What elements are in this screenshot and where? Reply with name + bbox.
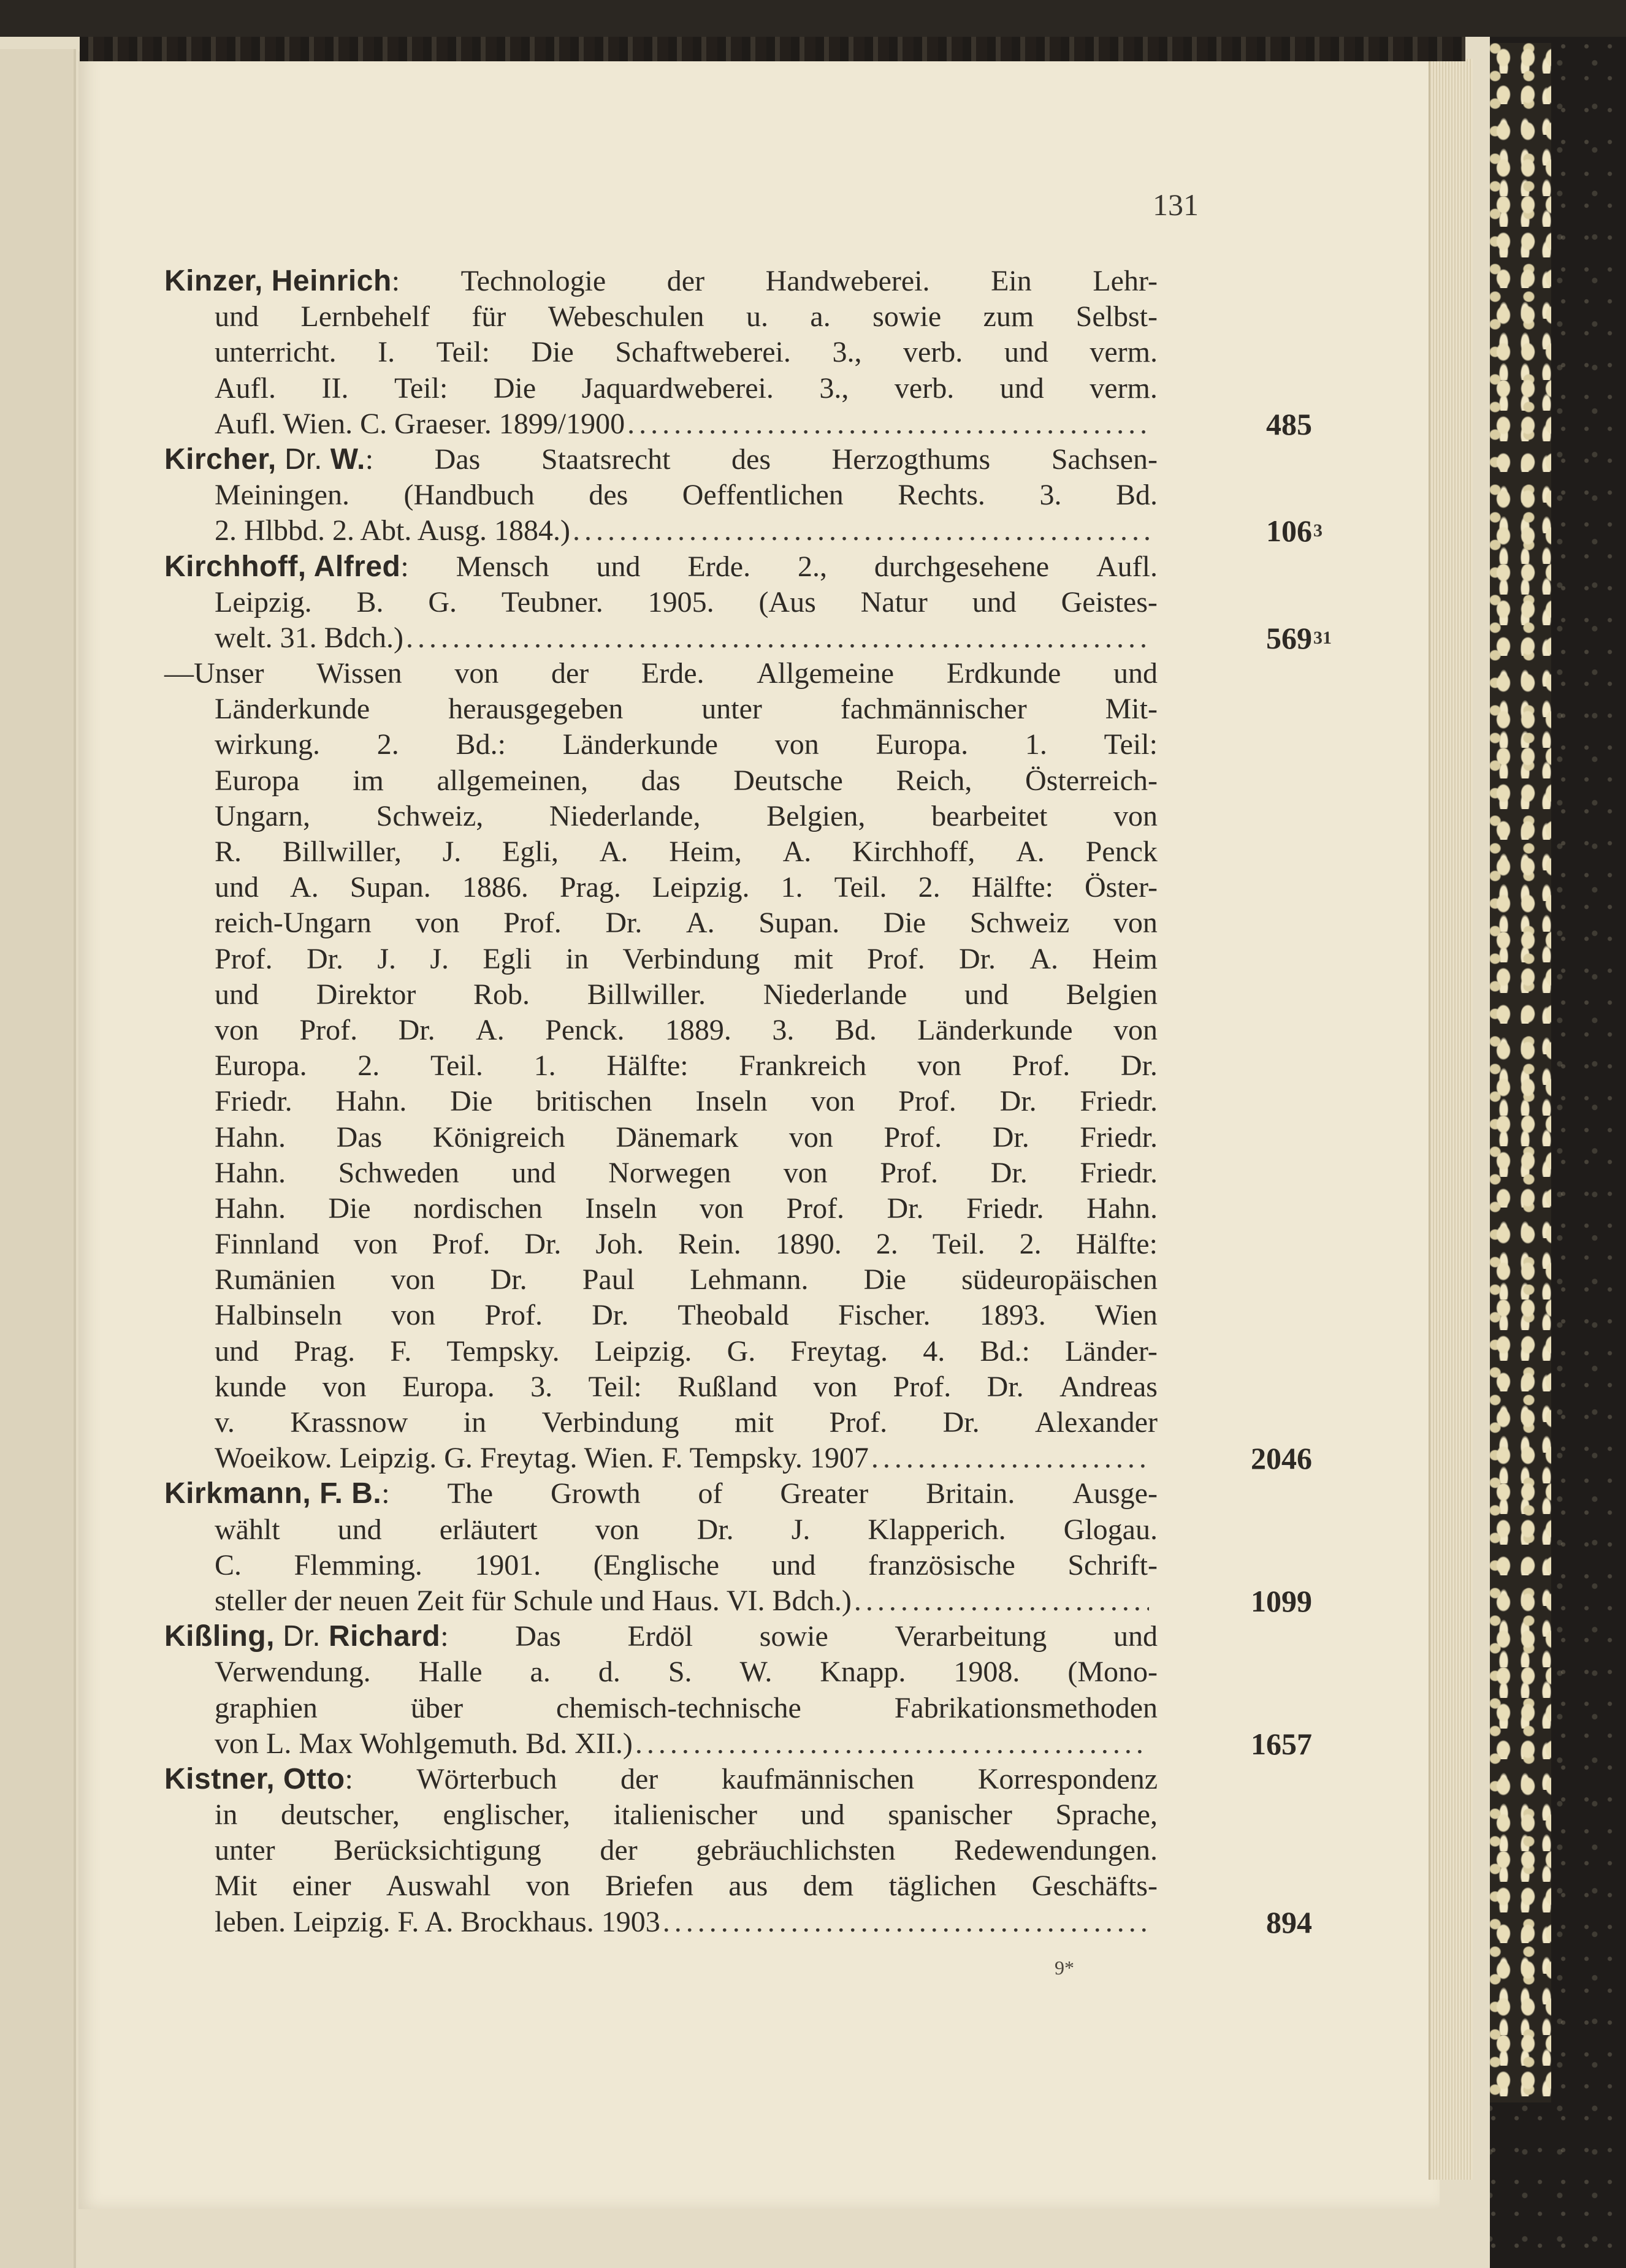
entry-text: und A. Supan. 1886. Prag. Leipzig. 1. Teil. 2. Hälfte: Öster- (215, 871, 1158, 904)
entry-line (164, 299, 1158, 335)
entry-text: unter Berücksichtigung der gebräuchlichsten Redewendungen. (215, 1834, 1158, 1867)
entry-line (164, 1298, 1158, 1333)
entry-text: Friedr. Hahn. Die britischen Inseln von Prof. Dr. Friedr. (215, 1085, 1158, 1118)
entry-text: Aufl. II. Teil: Die Jaquardweberei. 3., verb. und verm. (215, 371, 1158, 405)
entry-line (164, 1868, 1158, 1904)
entry-text: Aufl. Wien. C. Graeser. 1899/1900 (215, 407, 625, 440)
author-title: Dr. (274, 1620, 329, 1653)
entry-text: graphien über chemisch-technische Fabrikationsmethoden (215, 1691, 1158, 1724)
entry-text: R. Billwiller, J. Egli, A. Heim, A. Kirchhoff, A. Penck (215, 835, 1158, 868)
entry-line (164, 1369, 1158, 1405)
author-name: Kirchhoff, Alfred (164, 550, 401, 583)
entry-line (164, 1334, 1158, 1369)
dot-leader (406, 620, 1149, 656)
entry-text: Prof. Dr. J. J. Egli in Verbindung mit Prof. Dr. A. Heim (215, 942, 1158, 975)
entry-line (164, 1691, 1158, 1726)
author-name: Kißling, (164, 1620, 275, 1653)
entry-text: Europa. 2. Teil. 1. Hälfte: Frankreich von Prof. Dr. (215, 1049, 1158, 1083)
bibliography-entry (164, 264, 1312, 442)
entry-text: : Wörterbuch der kaufmännischen Korrespondenz (345, 1762, 1158, 1795)
entry-line (164, 1476, 1158, 1512)
left-page-edge (0, 49, 76, 2268)
entry-line (164, 1048, 1158, 1084)
entry-number: 485 (1266, 406, 1312, 441)
entry-text: v. Krassnow in Verbindung mit Prof. Dr. Alexander (215, 1406, 1158, 1439)
entry-line (164, 1548, 1158, 1583)
entry-line (164, 513, 1323, 549)
entry-text: : Technologie der Handweberei. Ein Lehr- (391, 265, 1158, 297)
entry-line (164, 406, 1312, 442)
entry-text: Ungarn, Schweiz, Niederlande, Belgien, bearbeitet von (215, 799, 1158, 832)
author-given-name: W. (330, 443, 365, 476)
entry-text: Verwendung. Halle a. d. S. W. Knapp. 1908. (Mono- (215, 1656, 1158, 1689)
entry-line (164, 1583, 1312, 1619)
entry-text: und Prag. F. Tempsky. Leipzig. G. Freytag. 4. Bd.: Länder- (215, 1334, 1158, 1368)
entry-note: 31 (1313, 627, 1332, 648)
top-binding-edge (80, 37, 1465, 61)
entry-text: unterricht. I. Teil: Die Schaftweberei. 3., verb. und verm. (215, 336, 1158, 369)
dot-leader (663, 1905, 1149, 1940)
entry-text: 2. Hlbbd. 2. Abt. Ausg. 1884.) (215, 514, 571, 547)
entry-line (164, 1227, 1158, 1262)
entry-line (164, 1155, 1158, 1191)
entry-line (164, 549, 1158, 585)
dot-leader (854, 1583, 1149, 1619)
entry-text: C. Flemming. 1901. (Englische und französische Schrift- (215, 1548, 1158, 1581)
entry-text: Mit einer Auswahl von Briefen aus dem täglichen Geschäfts- (215, 1870, 1158, 1903)
author-name: Kistner, Otto (164, 1762, 345, 1795)
entry-line (164, 1762, 1158, 1797)
entry-line (164, 1619, 1158, 1654)
bibliography-entry (164, 1762, 1312, 1940)
entry-text: reich-Ungarn von Prof. Dr. A. Supan. Die Schweiz von (215, 907, 1158, 940)
entry-number: 1657 (1251, 1726, 1312, 1761)
entry-number: 106 (1266, 514, 1312, 549)
entry-text: : Mensch und Erde. 2., durchgesehene Aufl. (400, 550, 1158, 583)
entry-line (164, 1084, 1158, 1119)
author-given-name: Richard (328, 1620, 441, 1653)
author-name: Kinzer, Heinrich (164, 265, 392, 297)
entry-text: Leipzig. B. G. Teubner. 1905. (Aus Natur und Geistes- (215, 585, 1158, 618)
entry-line (164, 905, 1158, 941)
dot-leader (573, 513, 1149, 549)
entry-line (164, 1405, 1158, 1440)
entry-line (164, 264, 1158, 299)
entry-text: von L. Max Wohlgemuth. Bd. XII.) (215, 1727, 633, 1760)
bibliography-entry (164, 656, 1312, 1476)
entry-line (164, 977, 1158, 1013)
entry-line (164, 1013, 1158, 1048)
entry-line (164, 1120, 1158, 1155)
entry-line (164, 1797, 1158, 1833)
entry-note: 3 (1313, 520, 1323, 541)
entry-line (164, 1654, 1158, 1690)
bibliography-entry (164, 442, 1323, 549)
entry-text: : Das Erdöl sowie Verarbeitung und (440, 1620, 1158, 1653)
entry-number: 569 (1266, 620, 1312, 655)
entry-text: Europa im allgemeinen, das Deutsche Reich, Österreich- (215, 764, 1158, 797)
page-stack-edge (1429, 59, 1473, 2180)
entry-line (164, 1905, 1312, 1940)
entry-line (164, 585, 1158, 620)
entry-text: Hahn. Die nordischen Inseln von Prof. Dr. Friedr. Hahn. (215, 1192, 1158, 1225)
entry-text: Länderkunde herausgegeben unter fachmännischer Mit- (215, 693, 1158, 726)
entry-text: : Das Staatsrecht des Herzogthums Sachsen- (365, 443, 1158, 476)
dot-leader (871, 1440, 1149, 1476)
entry-line (164, 335, 1158, 370)
entry-number: 1099 (1251, 1583, 1312, 1618)
bibliography-entries (164, 264, 1332, 1940)
entry-text: wählt und erläutert von Dr. J. Klapperich. Glogau. (215, 1513, 1158, 1546)
entry-text: Halbinseln von Prof. Dr. Theobald Fischer. 1893. Wien (215, 1299, 1158, 1332)
entry-text: und Direktor Rob. Billwiller. Niederlande und Belgien (215, 978, 1158, 1011)
entry-text: Hahn. Das Königreich Dänemark von Prof. Dr. Friedr. (215, 1121, 1158, 1154)
bibliography-entry (164, 1476, 1312, 1619)
entry-text: steller der neuen Zeit für Schule und Haus. VI. Bdch.) (215, 1584, 852, 1617)
entry-line (164, 1833, 1158, 1868)
entry-line (164, 371, 1158, 406)
author-name: Kirkmann, F. B. (164, 1477, 382, 1510)
entry-line (164, 478, 1158, 513)
bibliography-entry (164, 1619, 1312, 1762)
entry-text: Hahn. Schweden und Norwegen von Prof. Dr. Friedr. (215, 1156, 1158, 1189)
entry-line (164, 620, 1332, 656)
bibliography-entry (164, 549, 1332, 656)
entry-line (164, 691, 1158, 727)
entry-line (164, 727, 1158, 763)
entry-line (164, 442, 1158, 478)
entry-text: leben. Leipzig. F. A. Brockhaus. 1903 (215, 1905, 660, 1938)
entry-line (164, 1440, 1312, 1476)
entry-text: welt. 31. Bdch.) (215, 621, 403, 654)
entry-line (164, 942, 1158, 977)
entry-line (164, 1726, 1312, 1762)
entry-text: Meiningen. (Handbuch des Oeffentlichen Rechts. 3. Bd. (215, 479, 1158, 512)
entry-text: Unser Wissen von der Erde. Allgemeine Erdkunde und (194, 657, 1158, 690)
entry-text: Rumänien von Dr. Paul Lehmann. Die südeuropäischen (215, 1263, 1158, 1296)
entry-line (164, 656, 1158, 691)
entry-line (164, 763, 1158, 799)
entry-line (164, 799, 1158, 834)
entry-text: in deutscher, englischer, italienischer und spanischer Sprache, (215, 1798, 1158, 1832)
entry-line (164, 834, 1158, 870)
entry-text: : The Growth of Greater Britain. Ausge- (381, 1477, 1158, 1510)
entry-text: Woeikow. Leipzig. G. Freytag. Wien. F. Tempsky. 1907 (215, 1442, 869, 1475)
entry-line (164, 1512, 1158, 1548)
entry-line (164, 1191, 1158, 1227)
entry-text: von Prof. Dr. A. Penck. 1889. 3. Bd. Länderkunde von (215, 1013, 1158, 1046)
entry-number: 2046 (1251, 1441, 1312, 1476)
author-name: Kircher, (164, 443, 277, 476)
entry-text: Finnland von Prof. Dr. Joh. Rein. 1890. 2. Teil. 2. Hälfte: (215, 1228, 1158, 1261)
entry-line (164, 1262, 1158, 1298)
author-title: Dr. (276, 443, 330, 476)
page-number: 131 (1153, 188, 1199, 222)
entry-text: wirkung. 2. Bd.: Länderkunde von Europa. 1. Teil: (215, 728, 1158, 761)
entry-line (164, 870, 1158, 905)
entry-text: kunde von Europa. 3. Teil: Rußland von Prof. Dr. Andreas (215, 1370, 1158, 1403)
ditto-dash: — (164, 657, 194, 690)
signature-mark: 9* (1055, 1957, 1074, 1979)
entry-text: und Lernbehelf für Webeschulen u. a. sowie zum Selbst- (215, 300, 1158, 333)
entry-number: 894 (1266, 1905, 1312, 1939)
dot-leader (627, 406, 1149, 442)
dot-leader (635, 1726, 1149, 1762)
